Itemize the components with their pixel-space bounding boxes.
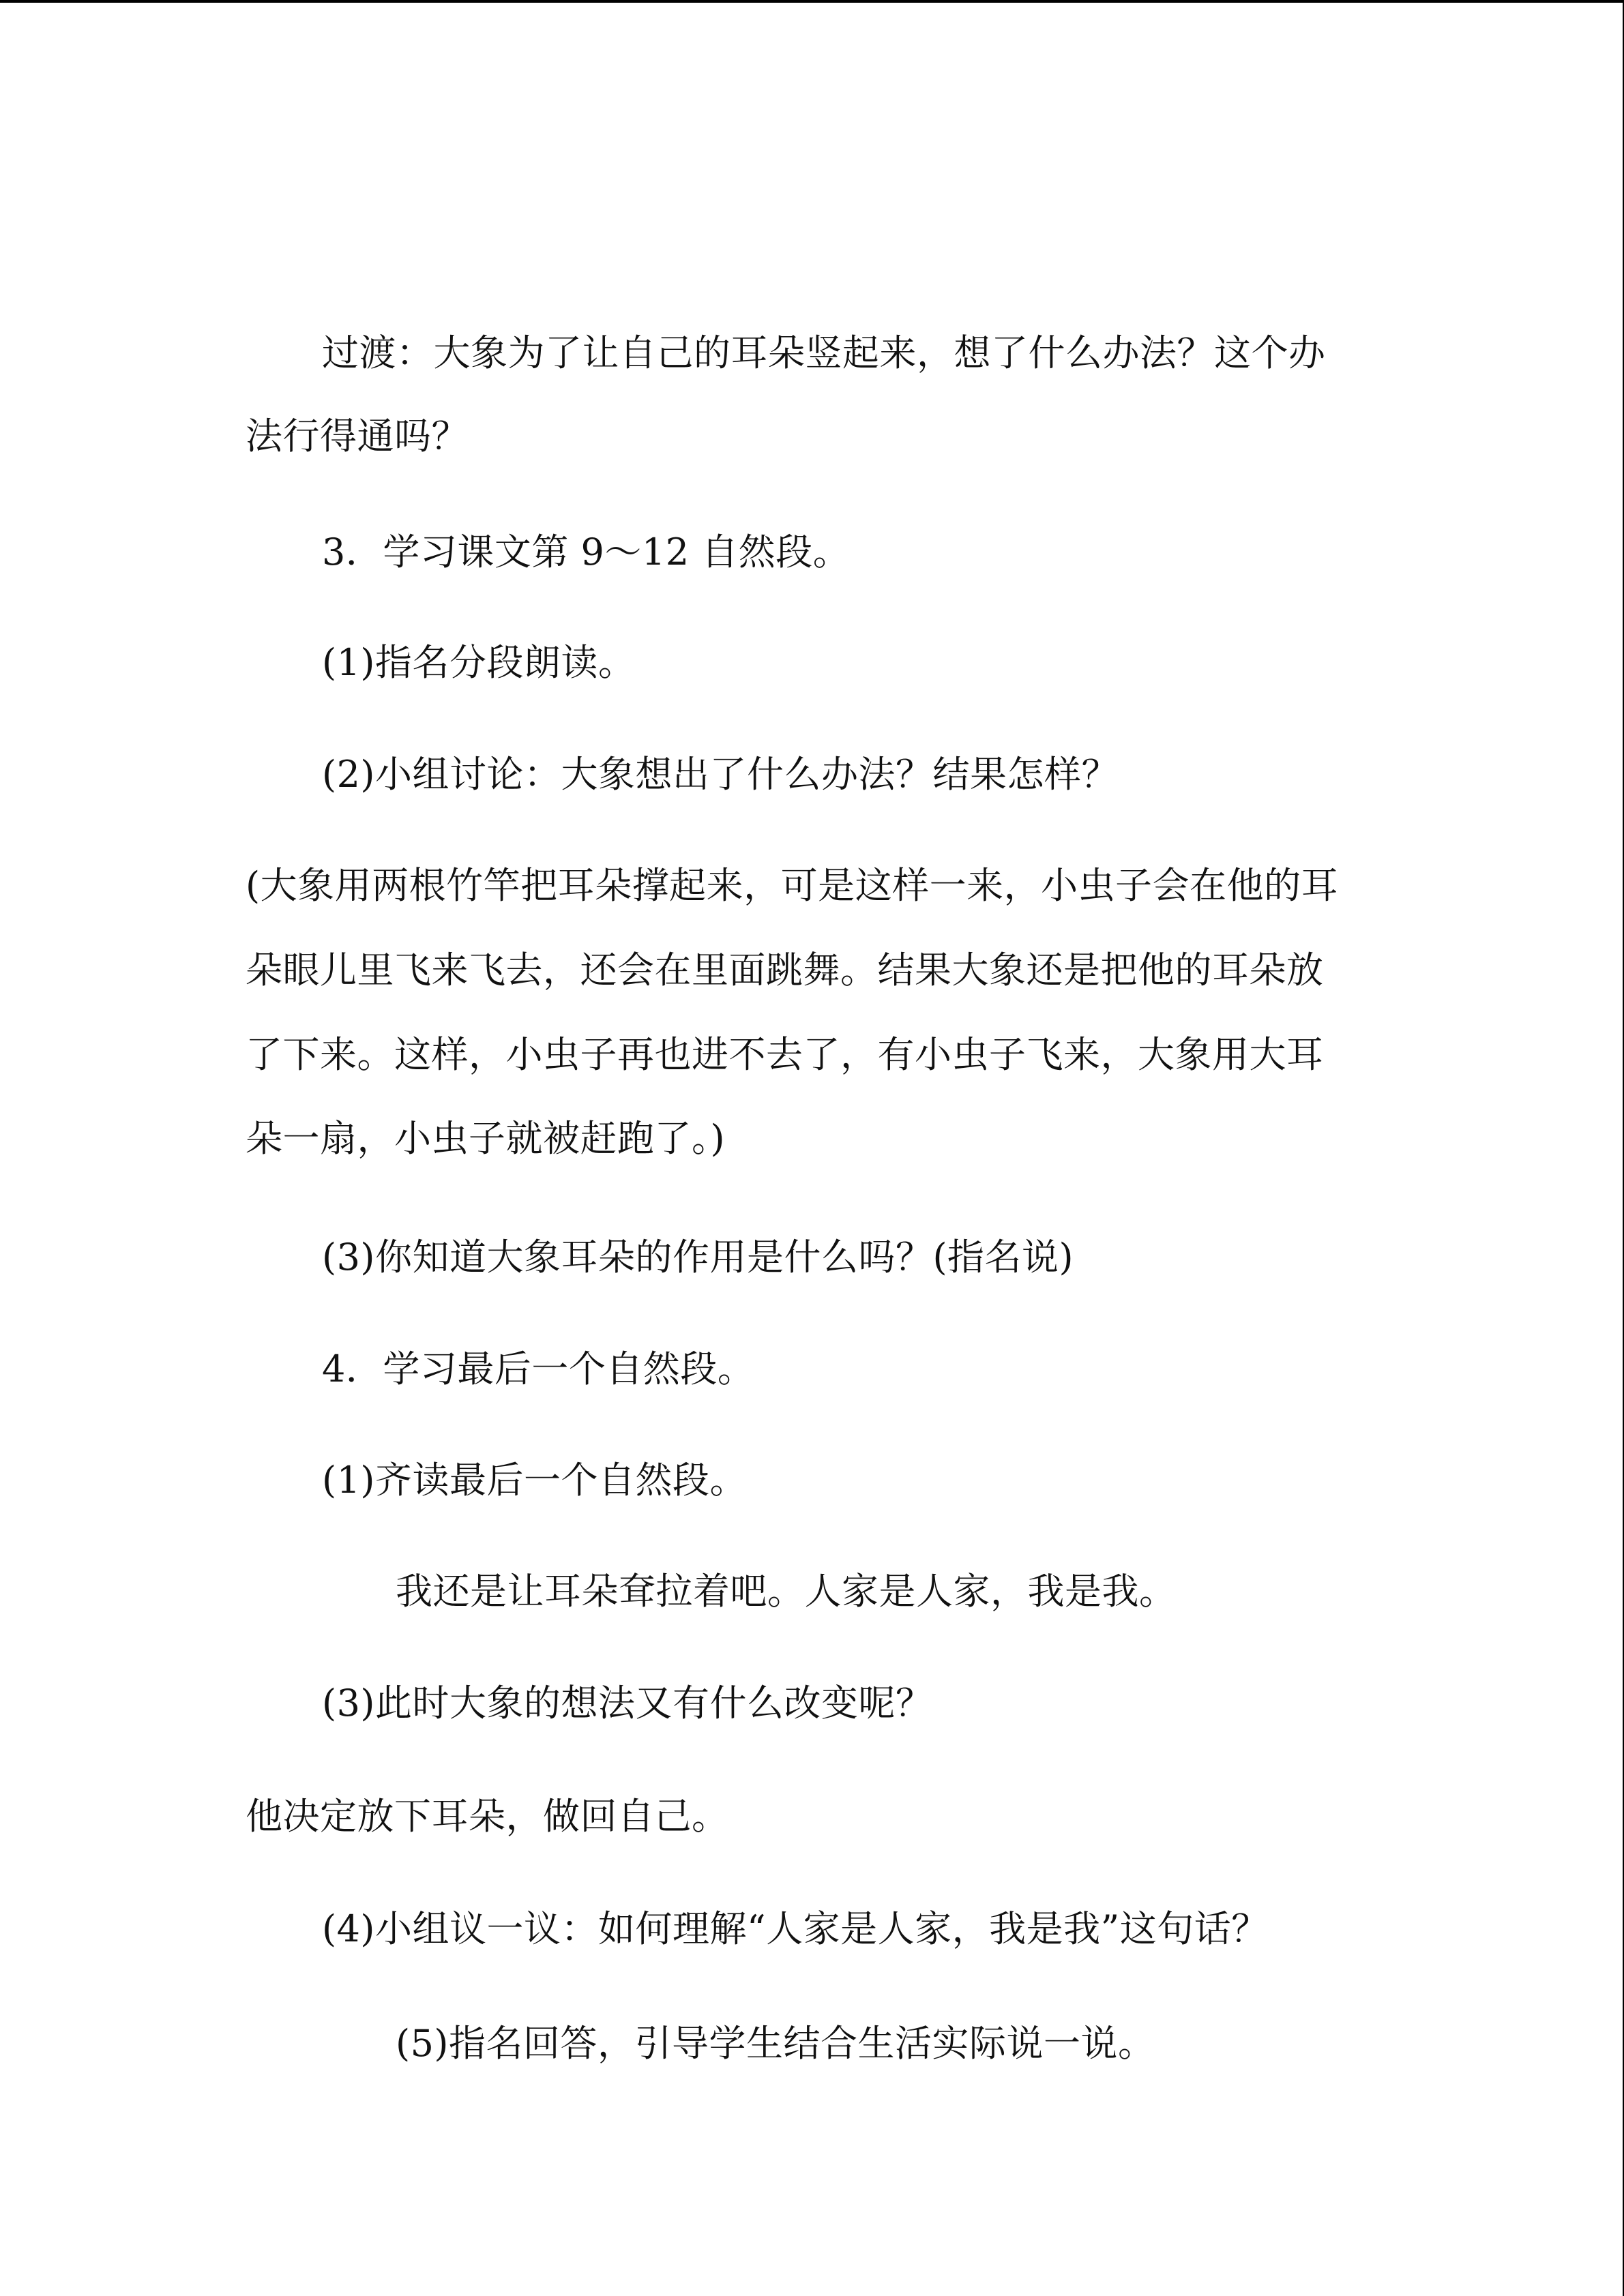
paragraph-transition-line-1: 过渡：大象为了让自己的耳朵竖起来，想了什么办法？这个办 (322, 331, 1326, 374)
paragraph-transition-line-2: 法行得通吗？ (246, 415, 469, 458)
list-item-1-read: (1)指名分段朗读。 (322, 641, 636, 684)
section-heading-3: 3．学习课文第 9～12 自然段。 (322, 531, 851, 573)
list-item-1-read-aloud: (1)齐读最后一个自然段。 (322, 1459, 747, 1502)
list-item-3-ear-function: (3)你知道大象耳朵的作用是什么吗？(指名说) (322, 1236, 1074, 1279)
list-item-3-change: (3)此时大象的想法又有什么改变呢？ (322, 1682, 933, 1725)
list-item-4-group-discuss: (4)小组议一议：如何理解“人家是人家，我是我”这句话？ (322, 1907, 1269, 1950)
answer-line: 他决定放下耳朵，做回自己。 (246, 1795, 729, 1838)
answer-paragraph-line-4: 朵一扇，小虫子就被赶跑了。) (246, 1117, 726, 1160)
list-item-5-answer: (5)指名回答，引导学生结合生活实际说一说。 (396, 2022, 1155, 2065)
document-page (246, 0, 1391, 2296)
section-heading-4: 4．学习最后一个自然段。 (322, 1347, 755, 1390)
answer-paragraph-line-1: (大象用两根竹竿把耳朵撑起来，可是这样一来，小虫子会在他的耳 (246, 864, 1339, 907)
list-item-2-discuss: (2)小组讨论：大象想出了什么办法？结果怎样？ (322, 753, 1119, 796)
quoted-sentence: 我还是让耳朵耷拉着吧。人家是人家，我是我。 (396, 1570, 1177, 1613)
answer-paragraph-line-3: 了下来。这样，小虫子再也进不去了，有小虫子飞来，大象用大耳 (246, 1033, 1324, 1076)
answer-paragraph-line-2: 朵眼儿里飞来飞去，还会在里面跳舞。结果大象还是把他的耳朵放 (246, 949, 1324, 992)
